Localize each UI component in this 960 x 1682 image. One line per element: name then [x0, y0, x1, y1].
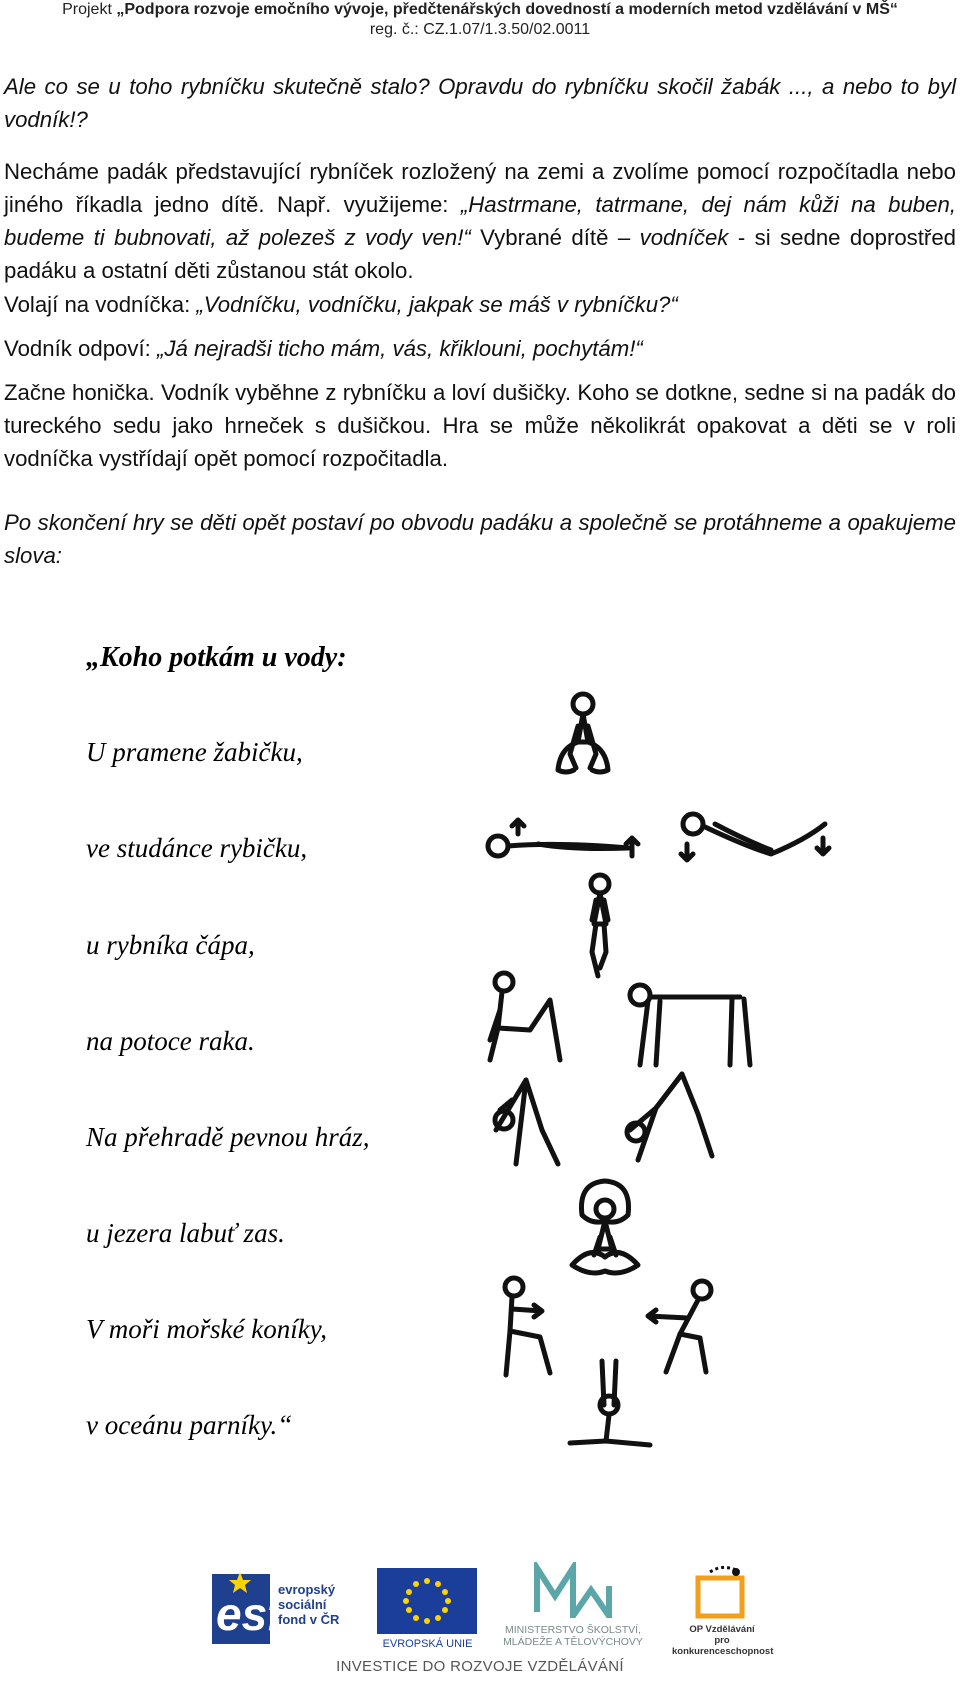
- msmt-line1: MINISTERSTVO ŠKOLSTVÍ,: [505, 1624, 641, 1636]
- dam-bend-figure-icon: [612, 1060, 722, 1170]
- investment-caption: INVESTICE DO ROZVOJE VZDĚLÁVÁNÍ: [336, 1658, 624, 1675]
- op-logo: [672, 1564, 774, 1657]
- setup-text-e: - si sedne doprostřed padáku a ostatní děti zůstanou stát okolo.: [4, 225, 956, 283]
- msmt-logo: [488, 1562, 658, 1652]
- esf-text-line3: fond v ČR: [278, 1612, 340, 1627]
- call-intro: Volají na vodníčka:: [4, 292, 197, 317]
- poem-line: v oceánu parníky.“: [86, 1410, 293, 1440]
- answer-intro: Vodník odpoví:: [4, 336, 157, 361]
- op-line2: pro konkurenceschopnost: [672, 1635, 774, 1657]
- esf-text-line1: evropský: [278, 1582, 336, 1597]
- call-quote: „Vodníčku, vodníčku, jakpak se máš v rybníčku?“: [196, 292, 678, 317]
- eu-label: EVROPSKÁ UNIE: [382, 1638, 473, 1650]
- msmt-line2: MLÁDEŽE A TĚLOVÝCHOVY: [503, 1636, 643, 1648]
- paragraph-vodnik-answer: [4, 332, 956, 365]
- lying-fish-figure-icon: [478, 816, 648, 866]
- steamboat-sit-figure-icon: [560, 1355, 680, 1455]
- paragraph-chase: Začne honička. Vodník vyběhne z rybníčku a loví dušičky. Koho se dotkne, sedne si na padák do tureckého sedu jako hrneček s dušičkou. Hra se může několikrát opakovat a děti se v roli vodníčka vystřídají opět pomocí rozpočitadla.: [4, 380, 956, 471]
- paragraph-intro-question: Ale co se u toho rybníčku skutečně stalo? Opravdu do rybníčku skočil žabák ..., a nebo to byl vodník!?: [4, 74, 956, 132]
- eu-logo: [375, 1568, 480, 1652]
- op-emblem-icon: [692, 1564, 752, 1622]
- project-title: „Podpora rozvoje emočního vývoje, předčtenářských dovedností a moderních metod vzdělávání v MŠ“: [116, 1, 898, 18]
- msmt-emblem-icon: [533, 1562, 613, 1618]
- poem-line: U pramene žabičku,: [86, 737, 303, 767]
- project-title-line: [0, 0, 960, 20]
- standing-stork-figure-icon: [570, 872, 630, 982]
- eu-flag-icon: [377, 1568, 477, 1634]
- paragraph-children-call: [4, 288, 956, 321]
- setup-text-a: Necháme padák představující rybníček rozložený na zemi a zvolíme pomocí rozpočítadla nebo jiného říkadla jedno dítě. Např. využijeme:: [4, 159, 956, 217]
- poem-line: ve studánce rybičku,: [86, 833, 308, 863]
- svg-text:esf: esf: [216, 1588, 283, 1640]
- crab-lunge-figure-icon: [480, 970, 570, 1070]
- lying-fish-figure-icon: [675, 810, 845, 870]
- swan-lotus-figure-icon: [560, 1175, 650, 1285]
- squatting-frog-figure-icon: [548, 690, 618, 790]
- registration-number: reg. č.: CZ.1.07/1.3.50/02.0011: [369, 21, 591, 38]
- esf-text-line2: sociální: [278, 1597, 327, 1612]
- paragraph-game-setup: [4, 155, 956, 287]
- counting-rhyme: „Hastrmane, tatrmane, dej nám kůži na buben, budeme ti bubnovati, až polezeš z vody ven!“: [4, 192, 956, 250]
- poem-line: V moři mořské koníky,: [86, 1314, 327, 1344]
- poem-line: Na přehradě pevnou hráz,: [86, 1122, 370, 1152]
- poem-line: u jezera labuť zas.: [86, 1218, 285, 1248]
- poem-line: na potoce raka.: [86, 1026, 255, 1056]
- poem-title: „Koho potkám u vody:: [86, 642, 347, 673]
- project-prefix: Projekt: [62, 1, 117, 18]
- paragraph-stretch-intro: Po skončení hry se děti opět postaví po obvodu padáku a společně se protáhneme a opakujeme slova:: [4, 510, 956, 568]
- page-header: [0, 0, 960, 40]
- answer-quote: „Já nejradši ticho mám, vás, křiklouni, pochytám!“: [156, 336, 643, 361]
- op-line1: OP Vzdělávání: [689, 1624, 755, 1635]
- poem-line: u rybníka čápa,: [86, 930, 255, 960]
- vodnicek-word: vodníček: [639, 225, 729, 250]
- setup-text-c: Vybrané dítě –: [470, 225, 640, 250]
- esf-logo: [210, 1570, 360, 1648]
- dam-bend-figure-icon: [486, 1070, 576, 1170]
